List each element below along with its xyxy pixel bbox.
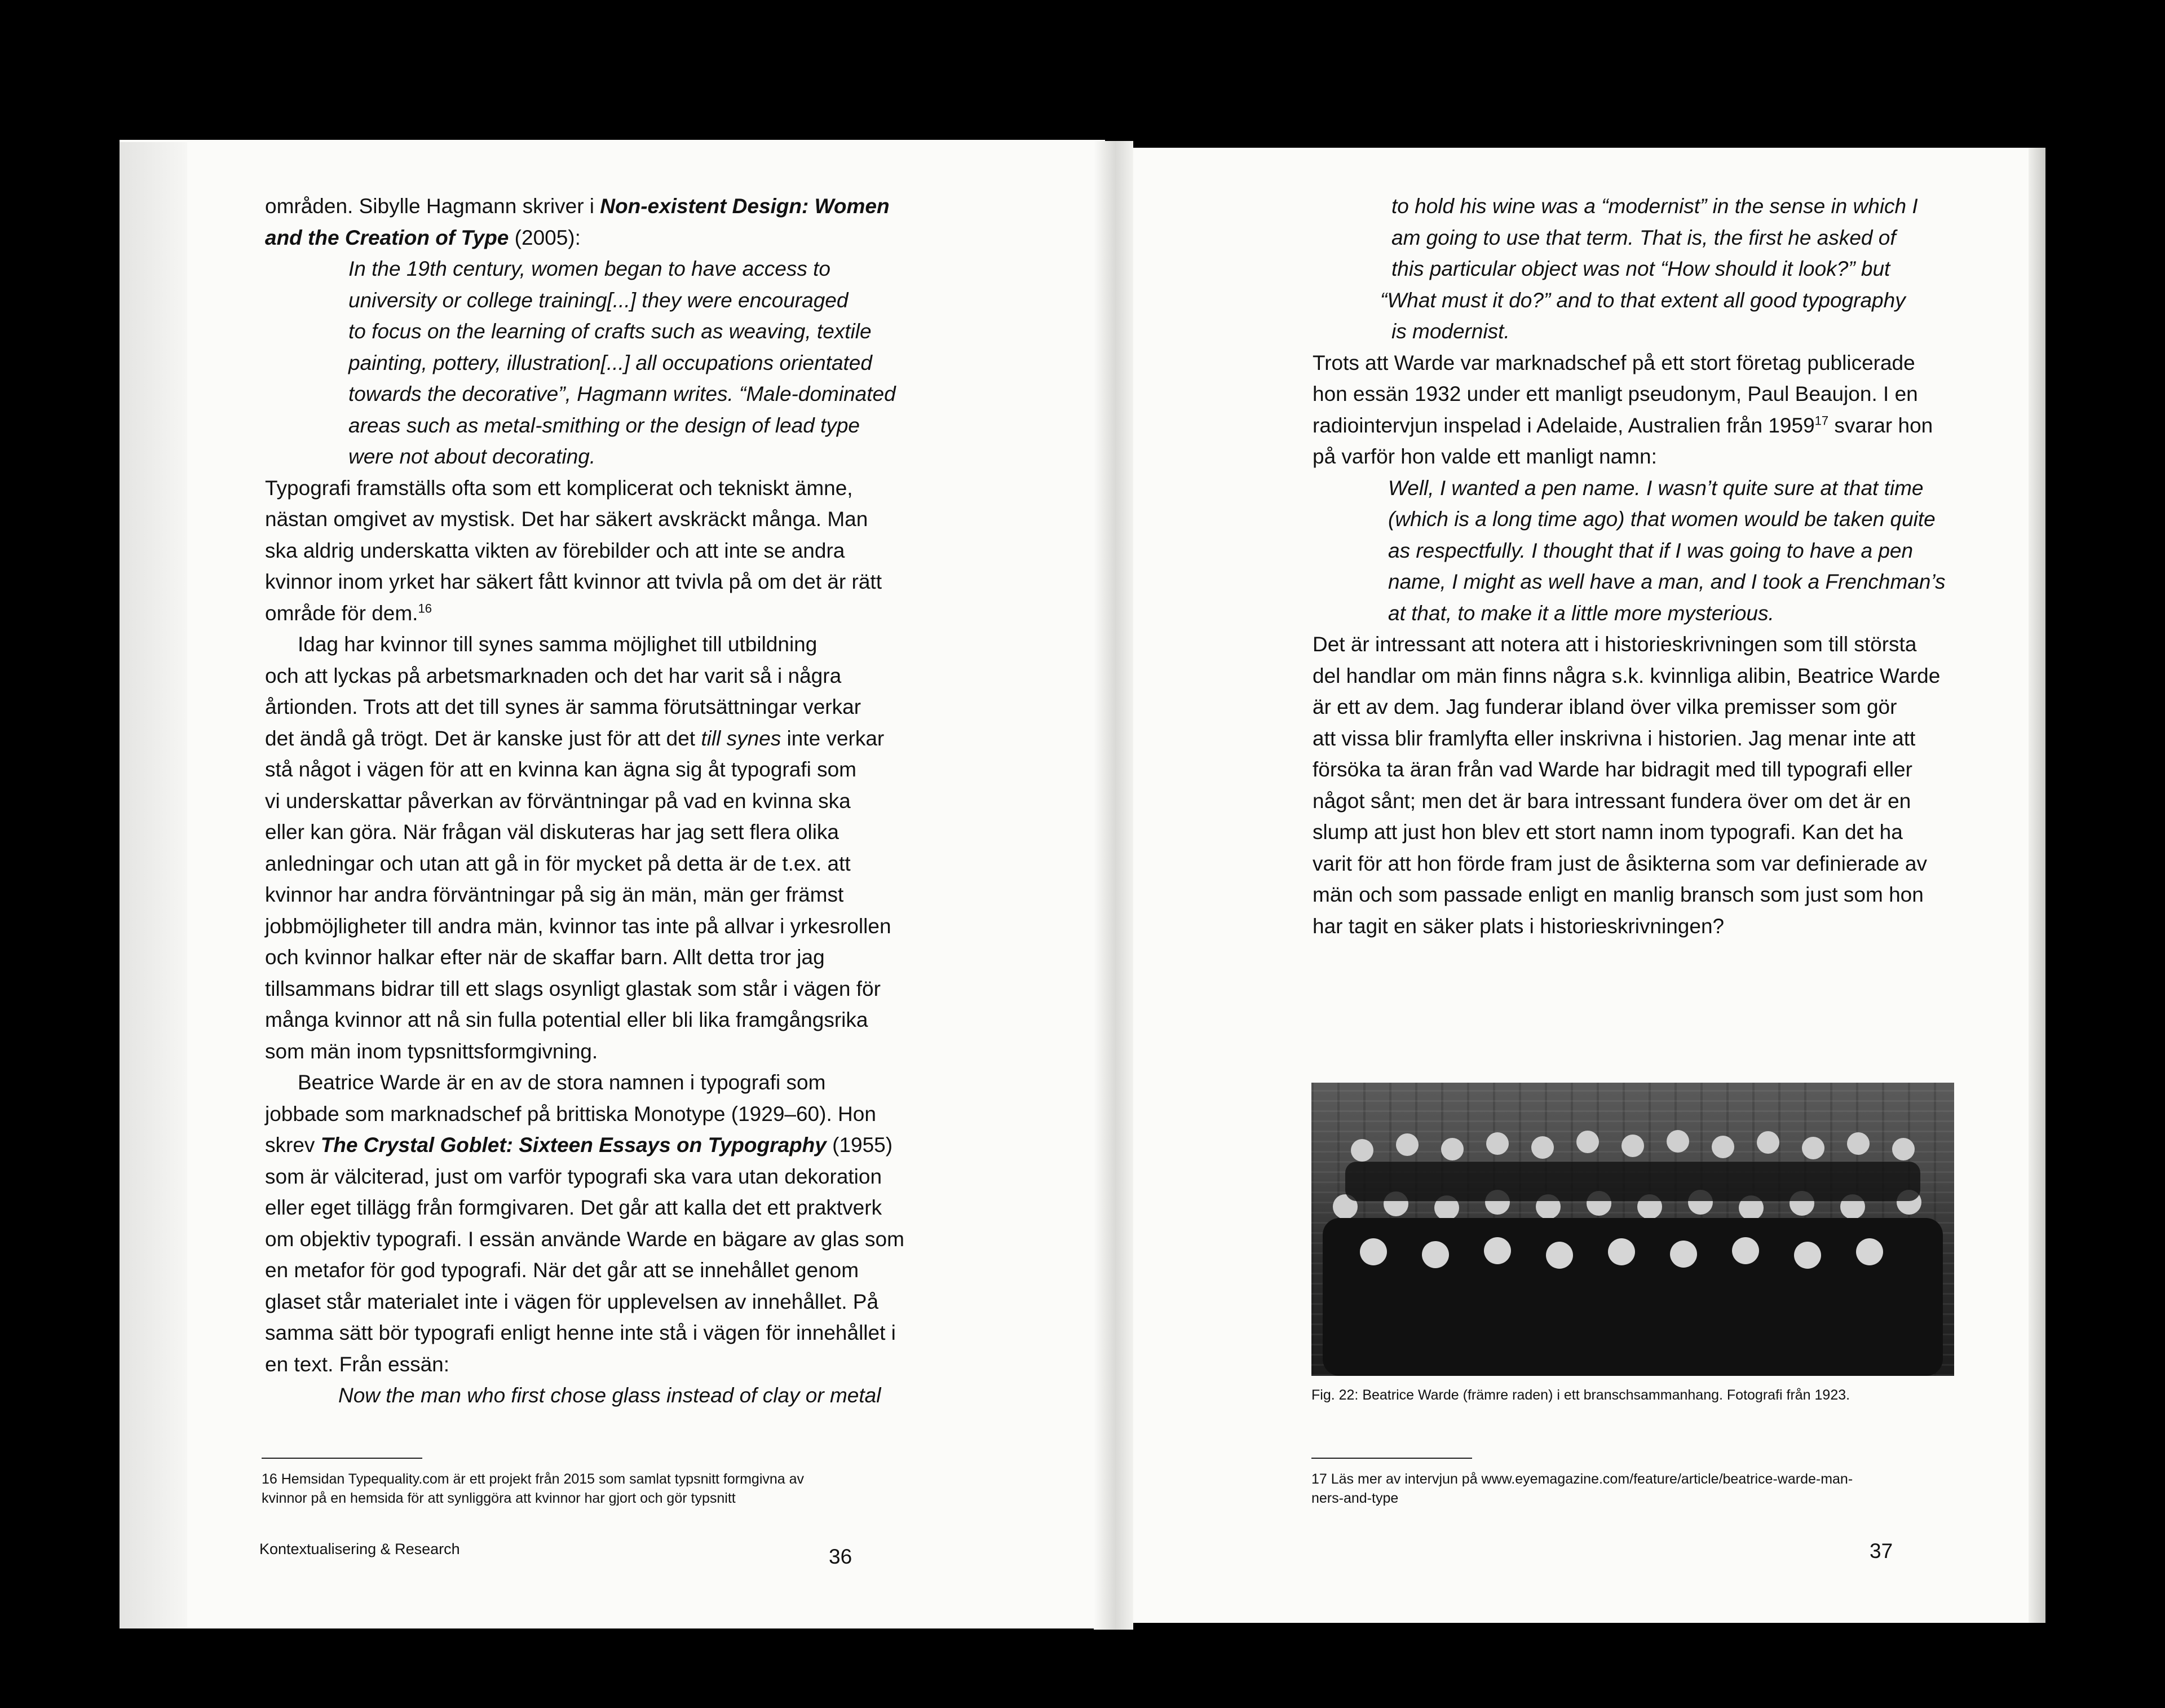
footnote-rule	[262, 1458, 422, 1459]
footnote-line: kvinnor på en hemsida för att synliggöra att kvinnor har gjort och gör typsnitt	[262, 1490, 736, 1506]
text-line: anledningar och utan att gå in för mycket på detta är de t.ex. att	[265, 851, 851, 875]
quote-line: “What must it do?” and to that extent all good typography	[1380, 288, 1906, 312]
footnote-ref: 17	[1814, 413, 1829, 428]
page-number: 37	[1870, 1539, 1893, 1563]
text-line: skrev	[265, 1133, 321, 1157]
quote-line: is modernist.	[1391, 320, 1510, 343]
quote-line: Well, I wanted a pen name. I wasn’t quite sure at that time	[1388, 476, 1924, 500]
footnote-rule	[1311, 1458, 1472, 1459]
text-line: ska aldrig underskatta vikten av förebilder och att inte se andra	[265, 539, 845, 562]
text-line: något sånt; men det är bara intressant fundera över om det är en	[1313, 789, 1911, 813]
quote-line: this particular object was not “How should it look?” but	[1391, 257, 1890, 280]
text-line: radiointervjun inspelad i Adelaide, Australien från 1959	[1313, 413, 1815, 437]
text-line: jobbmöjligheter till andra män, kvinnor tas inte på allvar i yrkesrollen	[265, 914, 891, 938]
text-line: är ett av dem. Jag funderar ibland över vilka premisser som gör	[1313, 695, 1897, 718]
paragraph-beatrice	[265, 1067, 913, 1380]
page-number: 36	[829, 1545, 852, 1568]
footnote-line: 17 Läs mer av intervjun på www.eyemagazine.com/feature/article/beatrice-warde-man-	[1311, 1471, 1853, 1487]
quote-line: to focus on the learning of crafts such as weaving, textile	[348, 320, 872, 343]
text-line: Beatrice Warde är en av de stora namnen i typografi som	[298, 1071, 826, 1094]
quote-line: to hold his wine was a “modernist” in the sense in which I	[1391, 195, 1918, 218]
text-line: om objektiv typografi. I essän använde Warde en bägare av glas som	[265, 1227, 904, 1251]
book-title: The Crystal Goblet: Sixteen Essays on Typography	[320, 1133, 827, 1157]
text-line: Idag har kvinnor till synes samma möjlighet till utbildning	[298, 633, 818, 656]
text-line: på varför hon valde ett manligt namn:	[1313, 445, 1657, 468]
intro-paragraph	[265, 191, 913, 253]
book-title-cont: and the Creation of Type	[265, 226, 509, 249]
text-line: Trots att Warde var marknadschef på ett stort företag publicerade	[1313, 351, 1915, 374]
book-year: (1955)	[826, 1133, 893, 1157]
text-line: tillsammans bidrar till ett slags osynligt glastak som står i vägen för	[265, 977, 881, 1000]
text-line: många kvinnor att nå sin fulla potential eller bli lika framgångsrika	[265, 1008, 868, 1031]
text-line: kvinnor har andra förväntningar på sig än män, män ger främst	[265, 883, 844, 906]
block-quote-warde-cont	[1380, 191, 1961, 347]
block-quote-pen-name	[1388, 473, 1961, 629]
text-line: män och som passade enligt en manlig bransch som just som hon	[1313, 883, 1924, 906]
text-line: del handlar om män finns några s.k. kvinnliga alibin, Beatrice Warde	[1313, 664, 1941, 687]
quote-line: towards the decorative”, Hagmann writes. “Male-dominated	[348, 382, 896, 405]
figure-caption: Fig. 22: Beatrice Warde (främre raden) i ett branschsammanhang. Fotografi från 1923.	[1311, 1387, 1850, 1403]
text-line: hon essän 1932 under ett manligt pseudonym, Paul Beaujon. I en	[1313, 382, 1918, 405]
footnote-ref: 16	[418, 601, 432, 616]
text-line: som män inom typsnittsformgivning.	[265, 1039, 598, 1063]
text-line: och att lyckas på arbetsmarknaden och det har varit så i några	[265, 664, 842, 687]
right-body-text	[1313, 191, 1961, 942]
text-line: eller kan göra. När frågan väl diskuteras har jag sett flera olika	[265, 820, 840, 844]
block-quote-warde-start: Now the man who first chose glass instead of clay or metal	[338, 1384, 881, 1407]
running-title: Kontextualisering & Research	[259, 1541, 460, 1557]
text-line: Det är intressant att notera att i historieskrivningen som till största	[1313, 633, 1917, 656]
quote-line: were not about decorating.	[348, 445, 596, 468]
paragraph-trots	[1313, 347, 1961, 473]
text-line: slump att just hon blev ett stort namn inom typografi. Kan det ha	[1313, 820, 1903, 844]
book-year: (2005):	[509, 226, 581, 249]
book-title: Non-existent Design: Women	[600, 195, 890, 218]
photo-figures	[1311, 1083, 1954, 1376]
page-edge-right	[2029, 148, 2045, 1623]
footnote-line: 16 Hemsidan Typequality.com är ett projekt från 2015 som samlat typsnitt formgivna av	[262, 1471, 805, 1487]
page-edge-left	[120, 142, 187, 1628]
block-quote-hagmann	[348, 253, 913, 473]
text-line: glaset står materialet inte i vägen för upplevelsen av innehållet. På	[265, 1290, 879, 1313]
text-line: nästan omgivet av mystisk. Det har säkert avskräckt många. Man	[265, 507, 868, 531]
paragraph-intressant	[1313, 629, 1961, 942]
text-line: som är välciterad, just om varför typografi ska vara utan dekoration	[265, 1164, 882, 1188]
quote-line: In the 19th century, women began to have access to	[348, 257, 830, 280]
text-line: område för dem.	[265, 601, 418, 625]
text-line: att vissa blir framlyfta eller inskrivna i historien. Jag menar inte att	[1313, 726, 1916, 750]
text-line: jobbade som marknadschef på brittiska Monotype (1929–60). Hon	[265, 1102, 876, 1126]
quote-line: painting, pottery, illustration[...] all occupations orientated	[348, 351, 872, 374]
paragraph-idag	[265, 629, 913, 1067]
text-line: en metafor för god typografi. När det går att se innehållet genom	[265, 1259, 859, 1282]
text-line: svarar hon	[1828, 413, 1933, 437]
quote-line: name, I might as well have a man, and I took a Frenchman’s	[1388, 570, 1946, 593]
quote-line: as respectfully. I thought that if I was going to have a pen	[1388, 539, 1914, 562]
text-line: inte verkar	[781, 726, 885, 750]
text-line: stå något i vägen för att en kvinna kan ägna sig åt typografi som	[265, 758, 856, 781]
quote-line: am going to use that term. That is, the first he asked of	[1391, 226, 1896, 249]
footnote-line: ners-and-type	[1311, 1490, 1399, 1506]
text-line: eller eget tillägg från formgivaren. Det går att kalla det ett praktverk	[265, 1196, 882, 1219]
text-line: det ändå gå trögt. Det är kanske just för att det	[265, 726, 701, 750]
text-line: vi underskattar påverkan av förväntningar på vad en kvinna ska	[265, 789, 851, 813]
quote-line: at that, to make it a little more mysterious.	[1388, 601, 1774, 625]
paragraph-typografi	[265, 473, 913, 629]
footnote-17	[1311, 1469, 1954, 1508]
text-line: har tagit en säker plats i historieskrivningen?	[1313, 914, 1725, 938]
text-line: samma sätt bör typografi enligt henne inte stå i vägen för innehållet i	[265, 1321, 896, 1344]
text-line: en text. Från essän:	[265, 1352, 450, 1376]
text-line: försöka ta äran från vad Warde har bidragit med till typografi eller	[1313, 758, 1912, 781]
text-line: varit för att hon förde fram just de åsikterna som var definierade av	[1313, 851, 1927, 875]
text-line: kvinnor inom yrket har säkert fått kvinnor att tvivla på om det är rätt	[265, 570, 882, 593]
quote-line: areas such as metal-smithing or the design of lead type	[348, 413, 860, 437]
group-photograph	[1311, 1083, 1954, 1376]
quote-line: university or college training[...] they were encouraged	[348, 288, 849, 312]
text-line: och kvinnor halkar efter när de skaffar barn. Allt detta tror jag	[265, 946, 825, 969]
text-line: årtionden. Trots att det till synes är samma förutsättningar verkar	[265, 695, 861, 718]
left-body-text	[265, 191, 913, 1411]
intro-text: områden. Sibylle Hagmann skriver i	[265, 195, 600, 218]
quote-line: (which is a long time ago) that women would be taken quite	[1388, 507, 1936, 531]
book-gutter	[1094, 141, 1133, 1630]
text-line: Typografi framställs ofta som ett komplicerat och tekniskt ämne,	[265, 476, 853, 500]
italic-text: till synes	[701, 726, 781, 750]
footnote-16	[262, 1469, 904, 1508]
